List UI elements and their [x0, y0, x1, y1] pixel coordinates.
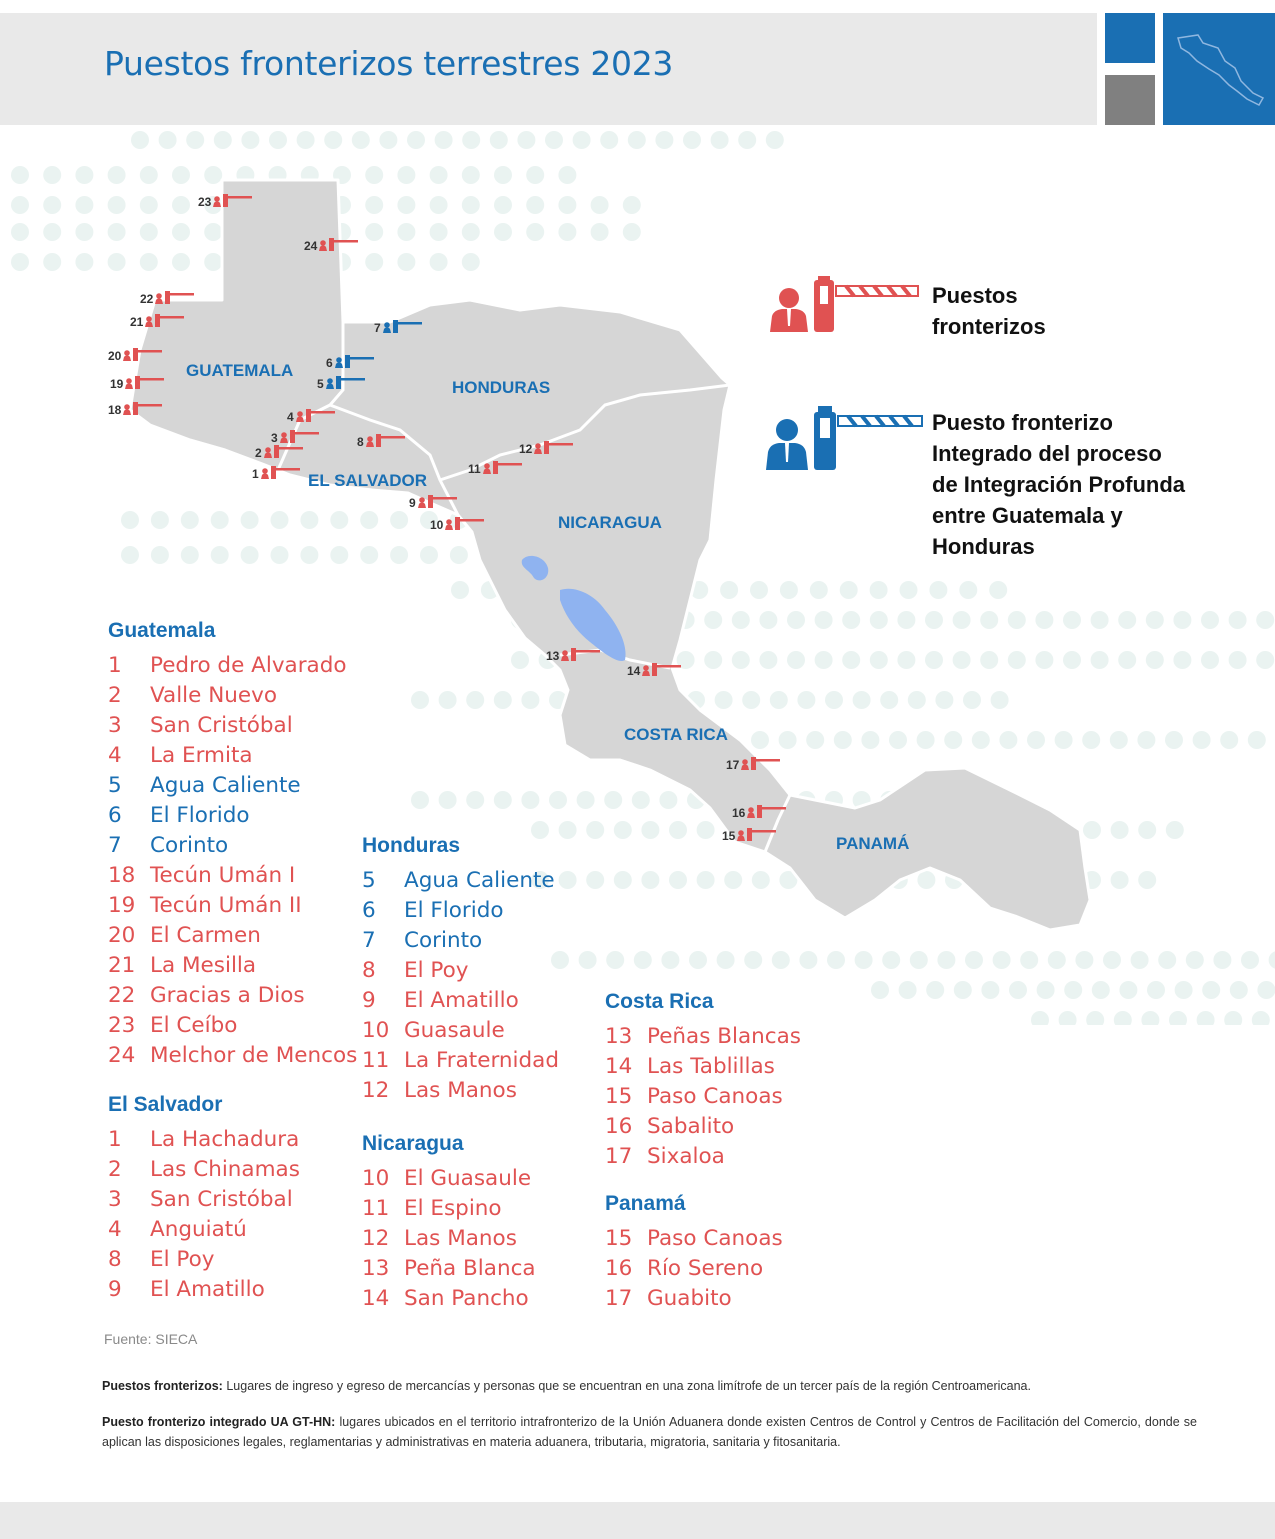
marker-number: 23 — [198, 194, 212, 209]
list-item — [362, 1164, 536, 1194]
list-item-name: La Mesilla — [150, 953, 257, 978]
label-guatemala: GUATEMALA — [186, 361, 294, 380]
list-item-name: La Fraternidad — [404, 1048, 559, 1073]
border-post-icon — [445, 516, 485, 533]
list-item-number: 20 — [108, 923, 136, 948]
marker-2 — [255, 444, 304, 461]
list-item-name: Paso Canoas — [647, 1084, 783, 1109]
marker-number: 8 — [357, 434, 364, 449]
list-item — [605, 1224, 783, 1254]
list-nicaragua — [362, 1132, 536, 1314]
list-heading: Guatemala — [108, 619, 216, 642]
list-item-name: Guasaule — [404, 1018, 505, 1043]
list-item-name: San Cristóbal — [150, 1187, 293, 1212]
border-post-icon — [125, 375, 165, 392]
list-item-number: 4 — [108, 1217, 122, 1242]
border-post-icon — [123, 401, 163, 418]
border-post-icon — [737, 827, 777, 844]
list-item — [108, 1275, 300, 1305]
marker-6 — [326, 354, 375, 371]
marker-number: 14 — [627, 663, 641, 678]
marker-number: 9 — [409, 495, 416, 510]
list-item-number: 5 — [362, 868, 376, 893]
list-honduras — [362, 834, 559, 1106]
list-item-name: Tecún Umán I — [150, 863, 296, 888]
border-post-icon — [145, 313, 185, 330]
list-item — [108, 981, 357, 1011]
list-item — [362, 896, 559, 926]
list-item — [108, 801, 357, 831]
list-item-number: 11 — [362, 1196, 390, 1221]
definition-integrated-post: Puesto fronterizo integrado UA GT-HN: lugares ubicados en el territorio intrafronterizo de la Unión Aduanera donde existen Centros de Control y Centros de Facilitación del Comercio, donde se aplican las disposiciones legales, reglamentarias y administrativas en materia aduanera, tributaria, migratoria, sanitaria y fitosanitaria. — [102, 1415, 1197, 1449]
list-item-number: 9 — [108, 1277, 122, 1302]
integrated-border-post-icon — [335, 354, 375, 371]
list-item — [362, 1016, 559, 1046]
list-item — [108, 1215, 300, 1245]
list-item-number: 16 — [605, 1256, 633, 1281]
border-post-icon — [483, 460, 523, 477]
list-item-number: 17 — [605, 1286, 633, 1311]
border-post-icon — [123, 347, 163, 364]
marker-number: 13 — [546, 648, 560, 663]
border-post-icon — [319, 237, 359, 254]
list-item — [108, 1155, 300, 1185]
list-item-name: Corinto — [150, 833, 229, 858]
list-item-name: Melchor de Mencos — [150, 1043, 358, 1068]
border-post-icon — [741, 756, 781, 773]
marker-22 — [140, 290, 195, 307]
list-item — [605, 1112, 801, 1142]
marker-20 — [108, 347, 163, 364]
list-item — [108, 771, 357, 801]
list-item-name: El Poy — [150, 1247, 215, 1272]
list-heading: Costa Rica — [605, 990, 714, 1013]
marker-15 — [722, 827, 777, 844]
list-item-number: 21 — [108, 953, 136, 978]
list-item-number: 22 — [108, 983, 136, 1008]
border-post-icon — [296, 408, 336, 425]
integrated-border-post-icon — [326, 375, 366, 392]
list-item-number: 10 — [362, 1018, 390, 1043]
marker-18 — [108, 401, 163, 418]
marker-19 — [110, 375, 165, 392]
list-panama — [605, 1192, 783, 1314]
list-item — [362, 926, 559, 956]
marker-number: 7 — [374, 320, 381, 335]
marker-number: 11 — [468, 461, 481, 476]
list-item-name: El Florido — [404, 898, 504, 923]
list-item-number: 10 — [362, 1166, 390, 1191]
list-item-number: 2 — [108, 1157, 122, 1182]
list-item-name: Guabito — [647, 1286, 732, 1311]
marker-number: 2 — [255, 445, 262, 460]
marker-4 — [287, 408, 336, 425]
list-item — [362, 986, 559, 1016]
marker-number: 6 — [326, 355, 333, 370]
marker-23 — [198, 193, 253, 210]
list-item-name: Agua Caliente — [404, 868, 555, 893]
list-item-name: Río Sereno — [647, 1256, 764, 1281]
marker-number: 10 — [430, 517, 444, 532]
marker-16 — [732, 804, 787, 821]
decor-square-gray — [1105, 75, 1155, 125]
list-item — [605, 1052, 801, 1082]
list-item-name: Peña Blanca — [404, 1256, 536, 1281]
list-item-number: 12 — [362, 1226, 390, 1251]
list-item — [108, 951, 357, 981]
label-panama: PANAMÁ — [836, 834, 910, 853]
marker-number: 22 — [140, 291, 154, 306]
marker-number: 20 — [108, 348, 122, 363]
list-item-number: 8 — [362, 958, 376, 983]
central-america-logo-icon — [1163, 13, 1275, 125]
border-post-icon — [642, 662, 682, 679]
marker-number: 24 — [304, 238, 318, 253]
list-item-name: Corinto — [404, 928, 483, 953]
border-post-icon — [534, 440, 574, 457]
list-item — [605, 1022, 801, 1052]
list-item-number: 23 — [108, 1013, 136, 1038]
list-item-number: 7 — [362, 928, 376, 953]
list-item-number: 1 — [108, 1127, 122, 1152]
marker-9 — [409, 494, 458, 511]
list-item — [108, 741, 357, 771]
marker-number: 4 — [287, 409, 294, 424]
list-item — [108, 1011, 357, 1041]
marker-number: 19 — [110, 376, 124, 391]
marker-17 — [726, 756, 781, 773]
list-item-name: Sixaloa — [647, 1144, 725, 1169]
marker-number: 12 — [519, 441, 533, 456]
list-item-name: Las Manos — [404, 1226, 517, 1251]
label-costa-rica: COSTA RICA — [624, 725, 728, 744]
list-item — [108, 1245, 300, 1275]
marker-1 — [252, 465, 301, 482]
legend-red-label: Puestos fronterizos — [932, 283, 1046, 339]
list-item — [108, 921, 357, 951]
list-item-name: Gracias a Dios — [150, 983, 305, 1008]
border-post-icon — [264, 444, 304, 461]
border-post-icon — [418, 494, 458, 511]
border-post-icon — [561, 647, 601, 664]
list-item — [108, 1125, 300, 1155]
border-post-icon — [155, 290, 195, 307]
decor-square-blue — [1105, 13, 1155, 63]
list-item-number: 6 — [362, 898, 376, 923]
list-item — [605, 1082, 801, 1112]
list-heading: Nicaragua — [362, 1132, 464, 1155]
marker-5 — [317, 375, 366, 392]
marker-21 — [130, 313, 185, 330]
list-item-name: El Poy — [404, 958, 469, 983]
list-item-name: El Amatillo — [404, 988, 519, 1013]
list-item-number: 3 — [108, 1187, 122, 1212]
list-el-salvador — [108, 1093, 300, 1305]
list-item-number: 12 — [362, 1078, 390, 1103]
list-item-name: Peñas Blancas — [647, 1024, 801, 1049]
list-item-number: 19 — [108, 893, 136, 918]
list-item-name: Agua Caliente — [150, 773, 301, 798]
label-honduras: HONDURAS — [452, 378, 551, 397]
marker-8 — [357, 433, 406, 450]
marker-number: 21 — [130, 314, 144, 329]
list-item-name: El Espino — [404, 1196, 502, 1221]
list-item-name: El Carmen — [150, 923, 261, 948]
footer-bar — [0, 1502, 1275, 1539]
list-guatemala — [108, 619, 357, 1071]
list-item-name: El Florido — [150, 803, 250, 828]
list-item — [362, 1254, 536, 1284]
legend-red-icon — [768, 276, 920, 339]
list-item-name: Las Tablillas — [647, 1054, 775, 1079]
list-item-name: El Guasaule — [404, 1166, 532, 1191]
list-item-number: 14 — [605, 1054, 633, 1079]
marker-number: 3 — [271, 430, 278, 445]
list-item-number: 17 — [605, 1144, 633, 1169]
border-post-icon — [366, 433, 406, 450]
list-heading: Honduras — [362, 834, 461, 857]
legend-blue-label: Puesto fronterizo Integrado del proceso de Integración Profunda entre Guatemala y Honduras — [932, 410, 1186, 559]
list-item-number: 15 — [605, 1226, 633, 1251]
list-item-number: 15 — [605, 1084, 633, 1109]
list-item-number: 9 — [362, 988, 376, 1013]
list-item-name: El Ceíbo — [150, 1013, 238, 1038]
list-item-name: Anguiatú — [150, 1217, 247, 1242]
list-costa-rica — [605, 990, 801, 1172]
list-item-name: Las Chinamas — [150, 1157, 300, 1182]
list-item — [362, 1076, 559, 1106]
list-item — [362, 1284, 536, 1314]
marker-10 — [430, 516, 485, 533]
list-item-number: 24 — [108, 1043, 136, 1068]
definition-border-posts: Puestos fronterizos: Lugares de ingreso y egreso de mercancías y personas que se encuentran en una zona limítrofe de un tercer país de la región Centroamericana. — [102, 1379, 1031, 1393]
list-item-number: 16 — [605, 1114, 633, 1139]
marker-number: 18 — [108, 402, 122, 417]
marker-number: 16 — [732, 805, 746, 820]
label-nicaragua: NICARAGUA — [558, 513, 662, 532]
marker-number: 15 — [722, 828, 736, 843]
list-item — [108, 831, 357, 861]
marker-13 — [546, 647, 601, 664]
marker-12 — [519, 440, 574, 457]
list-item — [362, 1194, 536, 1224]
list-item-number: 5 — [108, 773, 122, 798]
list-item-number: 11 — [362, 1048, 390, 1073]
list-heading: Panamá — [605, 1192, 686, 1215]
list-item — [362, 1046, 559, 1076]
border-post-icon — [213, 193, 253, 210]
list-item-number: 4 — [108, 743, 122, 768]
list-item-name: La Ermita — [150, 743, 253, 768]
legend-blue-icon — [764, 406, 924, 477]
list-item — [108, 1041, 357, 1071]
list-item-name: Tecún Umán II — [150, 893, 302, 918]
border-post-icon — [261, 465, 301, 482]
marker-number: 17 — [726, 757, 740, 772]
marker-number: 1 — [252, 466, 259, 481]
list-item — [362, 956, 559, 986]
marker-14 — [627, 662, 682, 679]
list-item-number: 8 — [108, 1247, 122, 1272]
list-item — [108, 711, 357, 741]
list-item-name: Sabalito — [647, 1114, 735, 1139]
list-item-number: 18 — [108, 863, 136, 888]
marker-24 — [304, 237, 359, 254]
marker-11 — [468, 460, 523, 477]
marker-7 — [374, 319, 423, 336]
page-title: Puestos fronterizos terrestres 2023 — [104, 44, 674, 83]
list-item — [362, 866, 559, 896]
list-item — [605, 1284, 783, 1314]
list-item-name: Paso Canoas — [647, 1226, 783, 1251]
list-item-number: 14 — [362, 1286, 390, 1311]
list-item-name: La Hachadura — [150, 1127, 300, 1152]
marker-number: 5 — [317, 376, 324, 391]
list-item — [108, 681, 357, 711]
list-item — [605, 1142, 801, 1172]
list-item-name: Las Manos — [404, 1078, 517, 1103]
list-item-name: El Amatillo — [150, 1277, 265, 1302]
list-item — [108, 891, 357, 921]
list-item-number: 3 — [108, 713, 122, 738]
list-item-number: 7 — [108, 833, 122, 858]
list-item — [362, 1224, 536, 1254]
source-note: Fuente: SIECA — [104, 1331, 198, 1347]
list-heading: El Salvador — [108, 1093, 223, 1116]
list-item-name: San Pancho — [404, 1286, 529, 1311]
list-item-number: 13 — [362, 1256, 390, 1281]
list-item-name: Pedro de Alvarado — [150, 653, 347, 678]
list-item-number: 1 — [108, 653, 122, 678]
list-item — [108, 651, 357, 681]
list-item-name: Valle Nuevo — [150, 683, 278, 708]
list-item — [108, 861, 357, 891]
border-post-icon — [747, 804, 787, 821]
label-el-salvador: EL SALVADOR — [308, 471, 428, 490]
list-item-number: 13 — [605, 1024, 633, 1049]
list-item-number: 2 — [108, 683, 122, 708]
list-item — [108, 1185, 300, 1215]
list-item — [605, 1254, 783, 1284]
list-item-number: 6 — [108, 803, 122, 828]
integrated-border-post-icon — [383, 319, 423, 336]
list-item-name: San Cristóbal — [150, 713, 293, 738]
